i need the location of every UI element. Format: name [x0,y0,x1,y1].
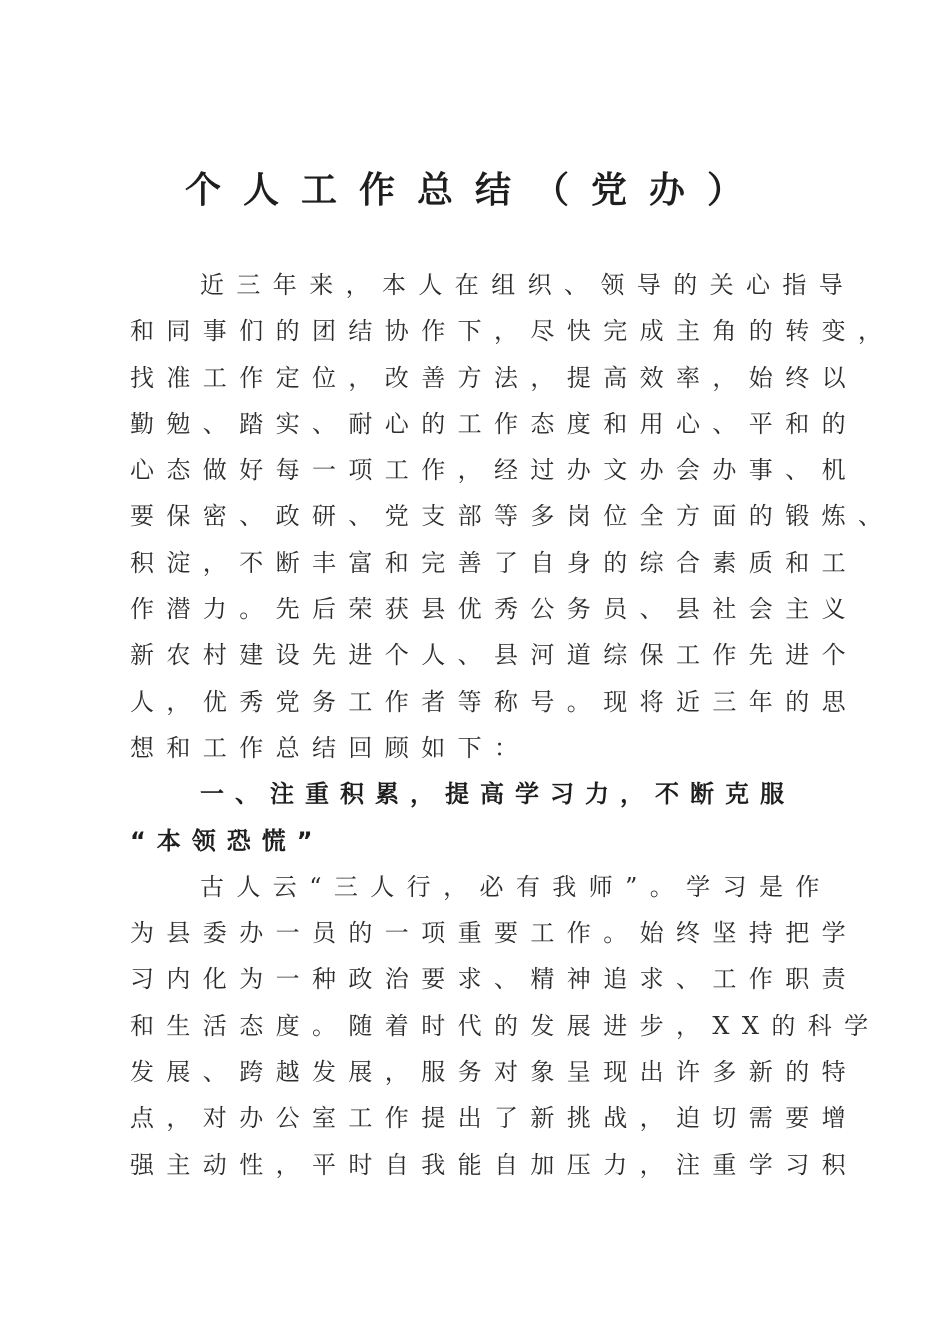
section-heading-line: 一、注重积累，提高学习力，不断克服 [200,780,795,809]
paragraph-line: 勤勉、踏实、耐心的工作态度和用心、平和的 [130,409,858,438]
paragraph-line: 要保密、政研、党支部等多岗位全方面的锻炼、 [130,502,895,531]
paragraph-line: 作潜力。先后荣获县优秀公务员、县社会主义 [130,595,858,624]
paragraph-line: 想和工作总结回顾如下： [130,733,531,762]
document-title: 个人工作总结（党办） [184,169,765,211]
paragraph-line: 为县委办一员的一项重要工作。始终坚持把学 [130,919,858,948]
section-heading-line: “本领恐慌” [130,826,324,855]
document-body [130,262,895,1188]
paragraph-line: 和生活态度。随着时代的发展进步，XX的科学 [130,1011,881,1040]
paragraph-line: 找准工作定位，改善方法，提高效率，始终以 [130,363,858,392]
paragraph-line: 积淀，不断丰富和完善了自身的综合素质和工 [130,548,858,577]
paragraph-line: 习内化为一种政治要求、精神追求、工作职责 [130,965,858,994]
paragraph-line: 新农村建设先进个人、县河道综保工作先进个 [130,641,858,670]
paragraph-line: 发展、跨越发展，服务对象呈现出许多新的特 [130,1058,858,1087]
paragraph-line: 点，对办公室工作提出了新挑战，迫切需要增 [130,1104,858,1133]
paragraph-line: 近三年来，本人在组织、领导的关心指导 [200,271,856,299]
paragraph-line: 古人云“三人行，必有我师”。学习是作 [200,872,832,901]
paragraph-line: 心态做好每一项工作，经过办文办会办事、机 [130,456,858,485]
paragraph-line: 强主动性，平时自我能自加压力，注重学习积 [130,1150,858,1179]
paragraph-line: 和同事们的团结协作下，尽快完成主角的转变， [130,317,895,346]
paragraph-line: 人，优秀党务工作者等称号。现将近三年的思 [130,687,858,716]
